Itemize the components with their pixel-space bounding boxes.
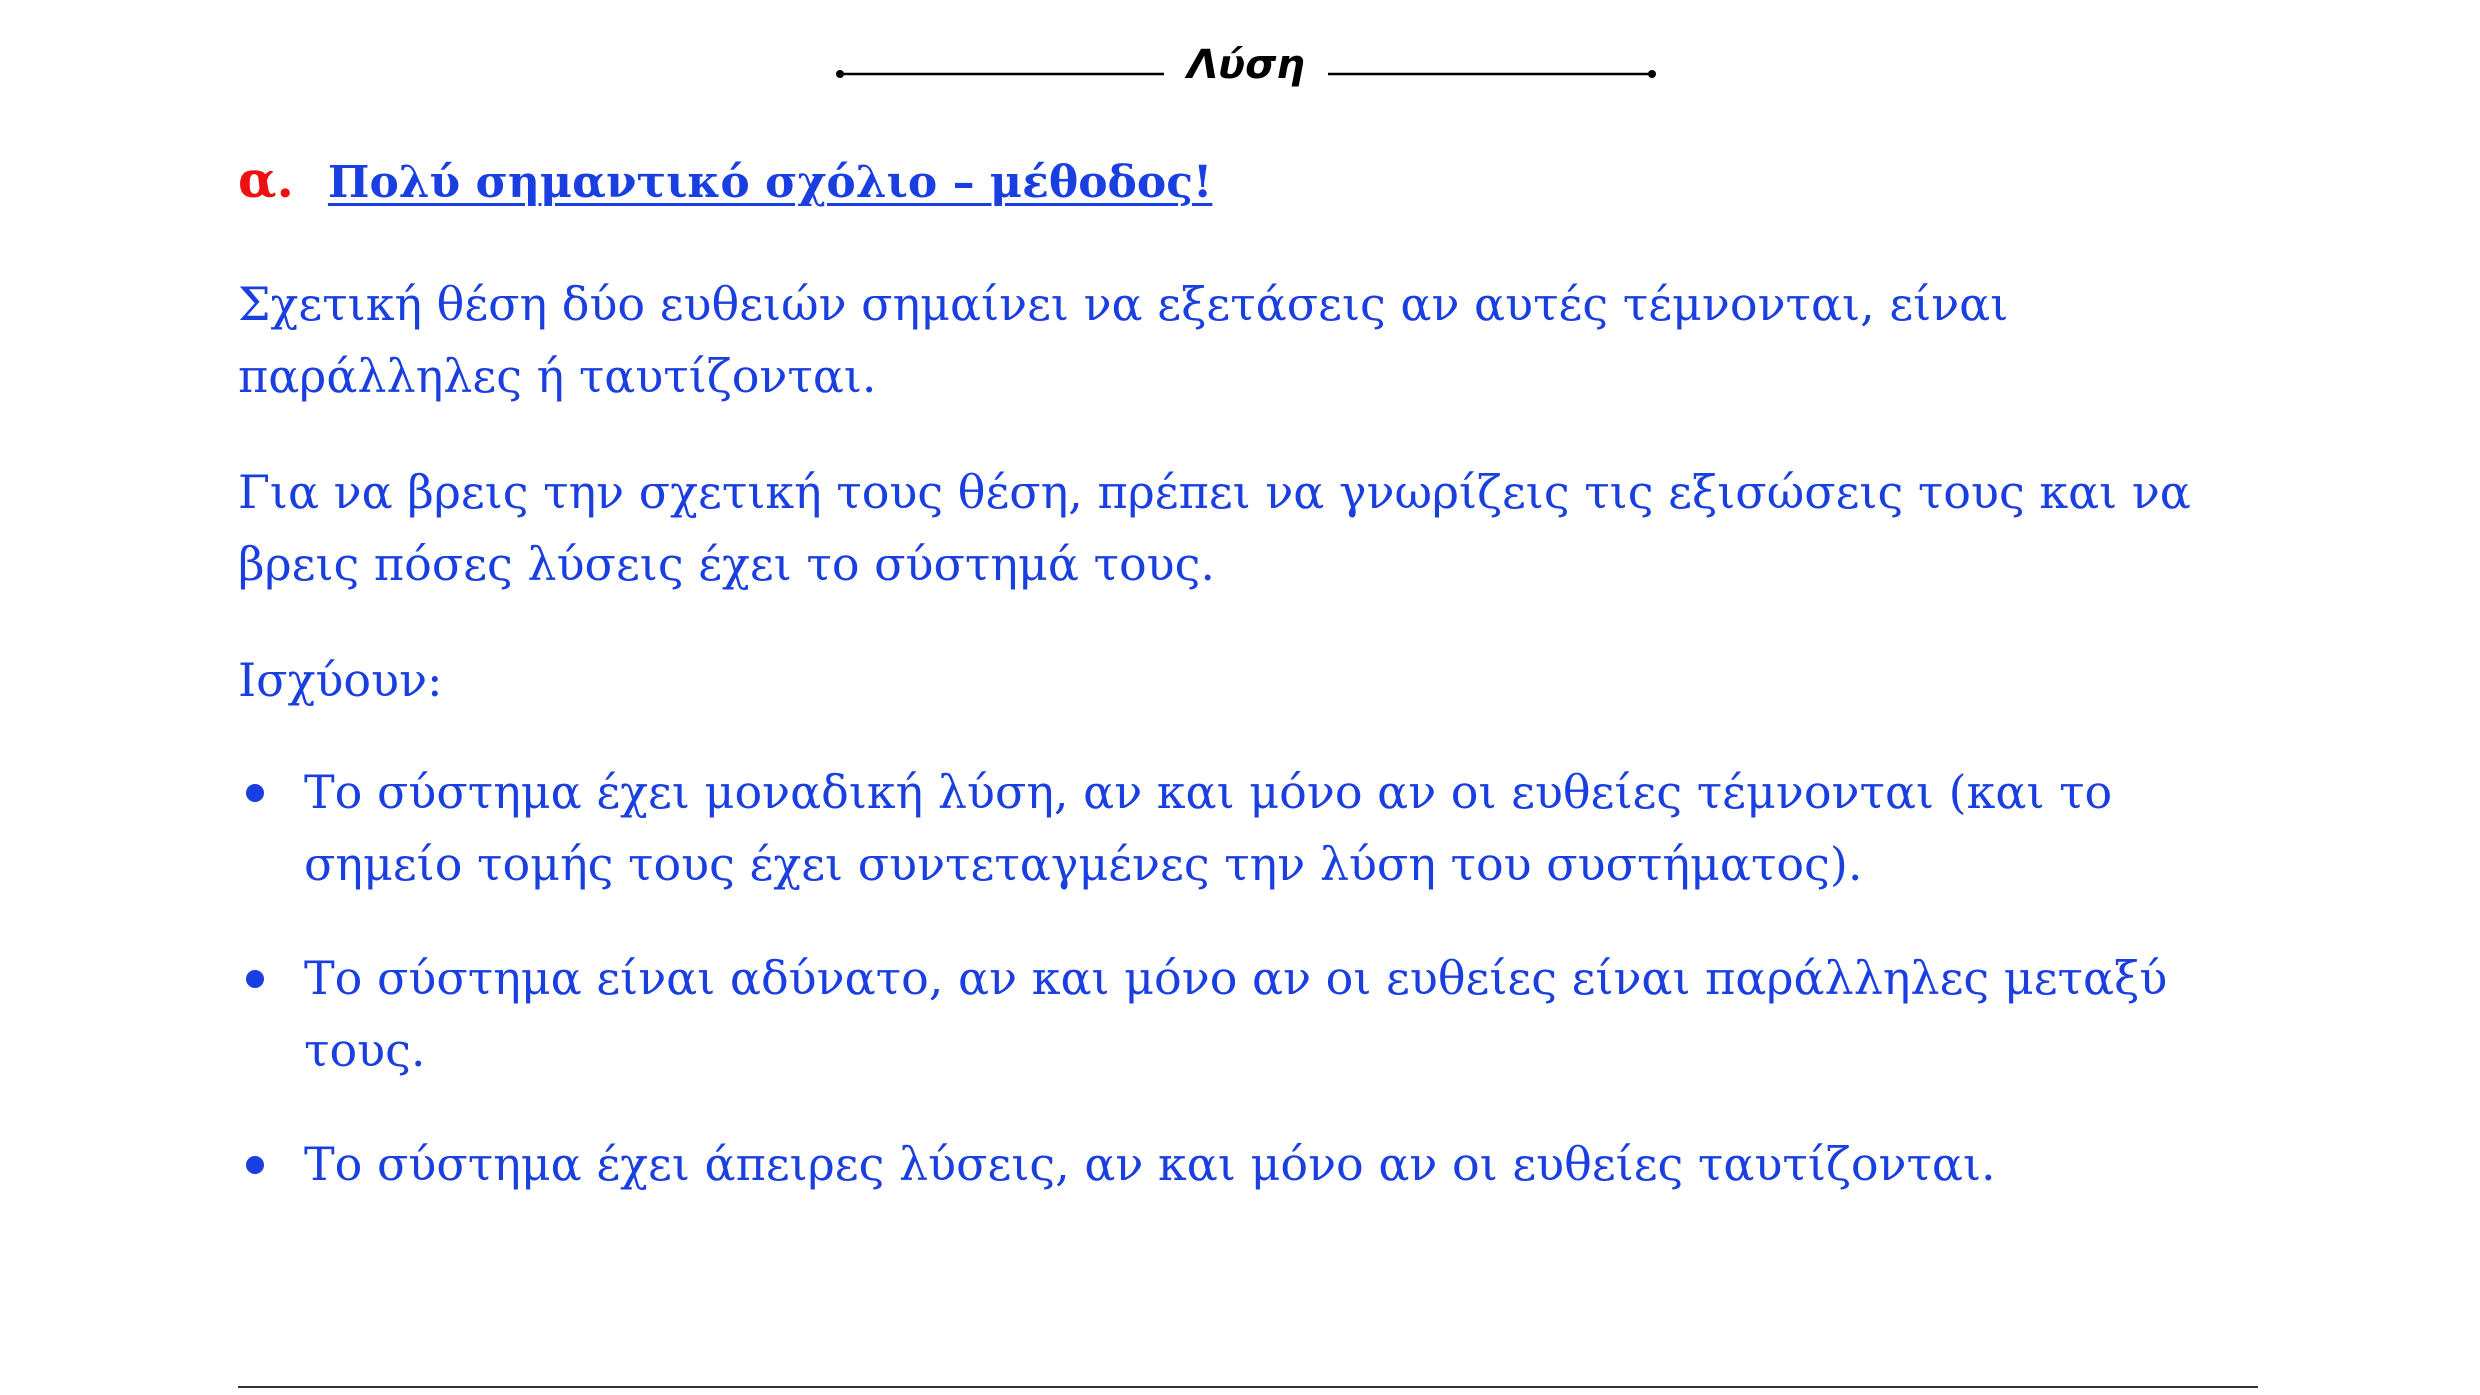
list-item-text: Το σύστημα έχει μοναδική λύση, αν και μόνο αν οι ευθείες τέμνονται (και το σημείο τομής τους έχει συντεταγμένες την λύση του συστήματος). — [304, 765, 2113, 891]
paragraph-rules-intro: Ισχύουν: — [238, 653, 443, 707]
header-rule-right-dot — [1648, 70, 1656, 78]
list-item — [238, 942, 2258, 1086]
rules-list — [238, 756, 2258, 1200]
bullet-icon — [246, 970, 264, 988]
section-marker: α. — [238, 150, 294, 209]
solution-title: Λύση — [1187, 42, 1305, 88]
list-item-text: Το σύστημα είναι αδύνατο, αν και μόνο αν οι ευθείες είναι παράλληλες μεταξύ τους. — [304, 951, 2168, 1077]
list-item — [238, 756, 2258, 900]
paragraph-method: Για να βρεις την σχετική τους θέση, πρέπει να γνωρίζεις τις εξισώσεις τους και να βρεις πόσες λύσεις έχει το σύστημά τους. — [238, 465, 2191, 591]
section-heading — [238, 150, 2258, 224]
section-heading-text: Πολύ σημαντικό σχόλιο – μέθοδος! — [327, 157, 1213, 208]
list-item — [238, 1128, 2258, 1200]
footer-divider — [238, 1386, 2258, 1388]
paragraph-definition: Σχετική θέση δύο ευθειών σημαίνει να εξετάσεις αν αυτές τέμνονται, είναι παράλληλες ή ταυτίζονται. — [238, 277, 2009, 403]
bullet-icon — [246, 784, 264, 802]
bullet-icon — [246, 1156, 264, 1174]
solution-content — [238, 150, 2258, 1242]
list-item-text: Το σύστημα έχει άπειρες λύσεις, αν και μόνο αν οι ευθείες ταυτίζονται. — [304, 1137, 1996, 1191]
